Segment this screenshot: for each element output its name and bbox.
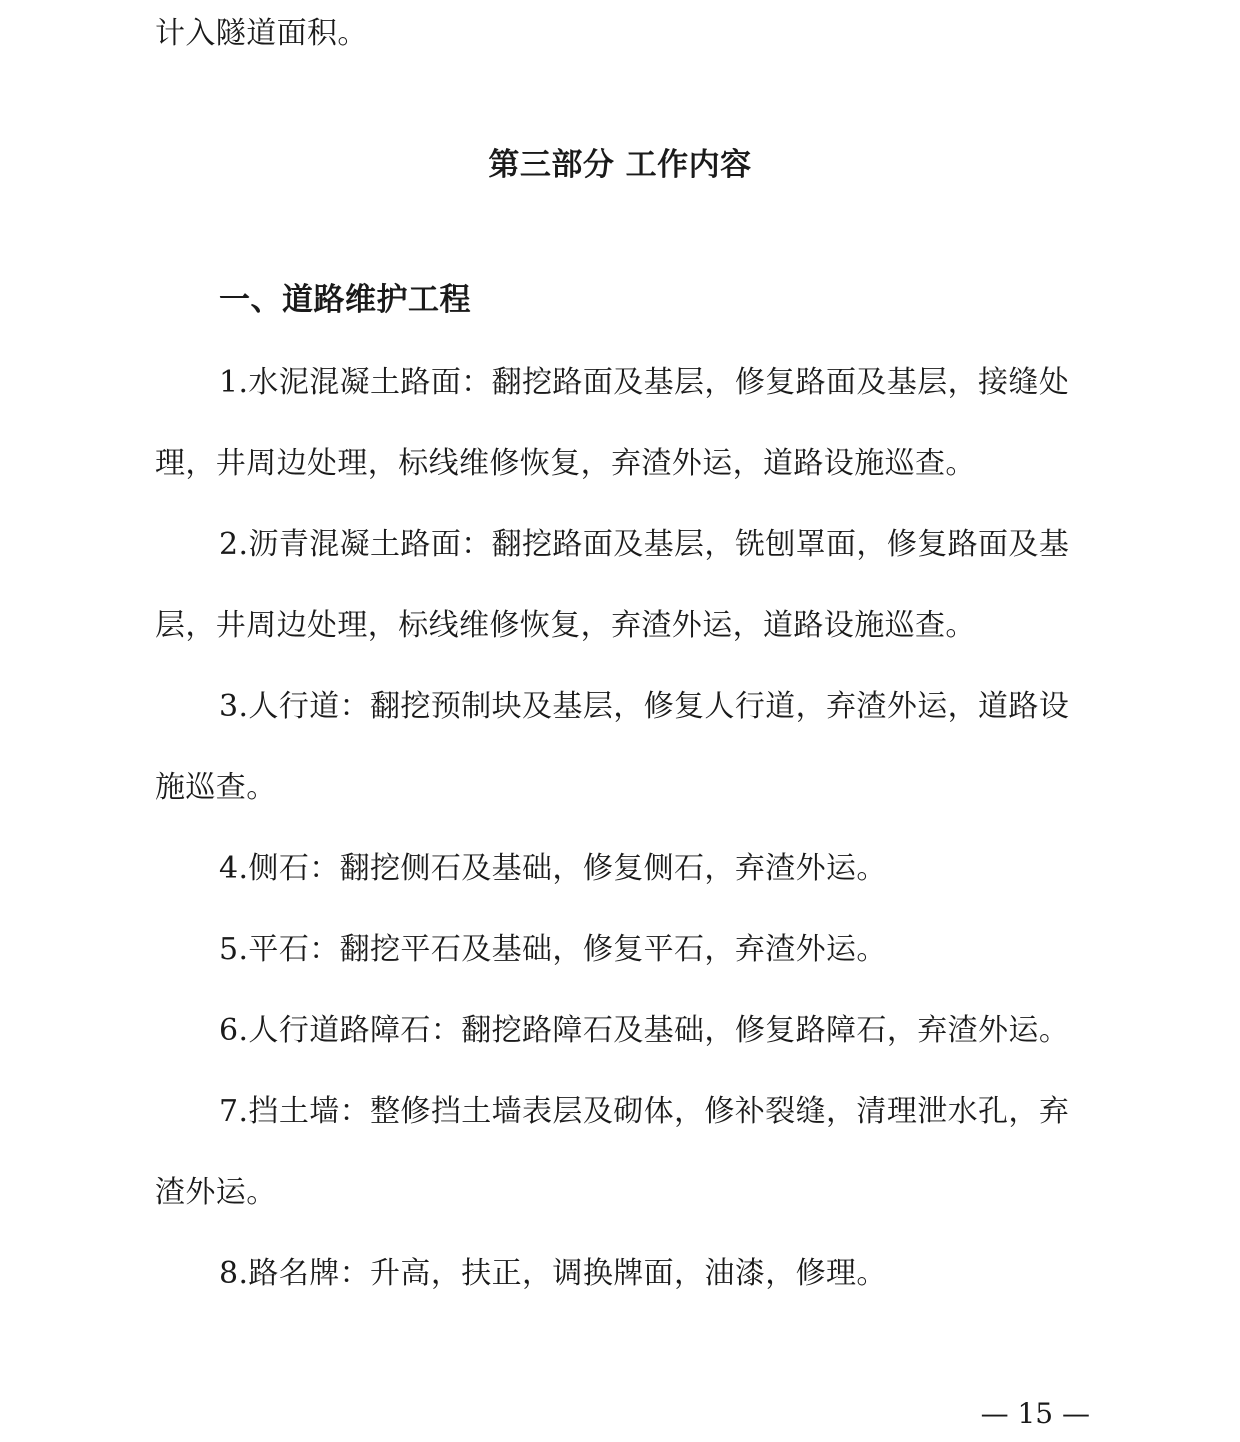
continuation-paragraph: 计入隧道面积。 [155,16,368,51]
list-item-4: 4.侧石：翻挖侧石及基础，修复侧石，弃渣外运。 [219,851,887,886]
list-item-1: 1.水泥混凝土路面：翻挖路面及基层，修复路面及基层，接缝处理，井周边处理，标线维修恢复，弃渣外运，道路设施巡查。 [155,365,1070,481]
list-item-6: 6.人行道路障石：翻挖路障石及基础，修复路障石，弃渣外运。 [219,1013,1070,1048]
part-title: 第三部分 工作内容 [488,147,752,183]
page-number: — 15 — [980,1397,1090,1430]
list-item-2: 2.沥青混凝土路面：翻挖路面及基层，铣刨罩面，修复路面及基层，井周边处理，标线维修恢复，弃渣外运，道路设施巡查。 [155,527,1070,643]
list-item-8: 8.路名牌：升高，扶正，调换牌面，油漆，修理。 [219,1256,887,1291]
list-item-5: 5.平石：翻挖平石及基础，修复平石，弃渣外运。 [219,932,887,967]
list-item-7: 7.挡土墙：整修挡土墙表层及砌体，修补裂缝，清理泄水孔，弃渣外运。 [155,1094,1070,1210]
section-heading: 一、道路维护工程 [219,282,471,318]
list-item-3: 3.人行道：翻挖预制块及基层，修复人行道，弃渣外运，道路设施巡查。 [155,689,1070,805]
